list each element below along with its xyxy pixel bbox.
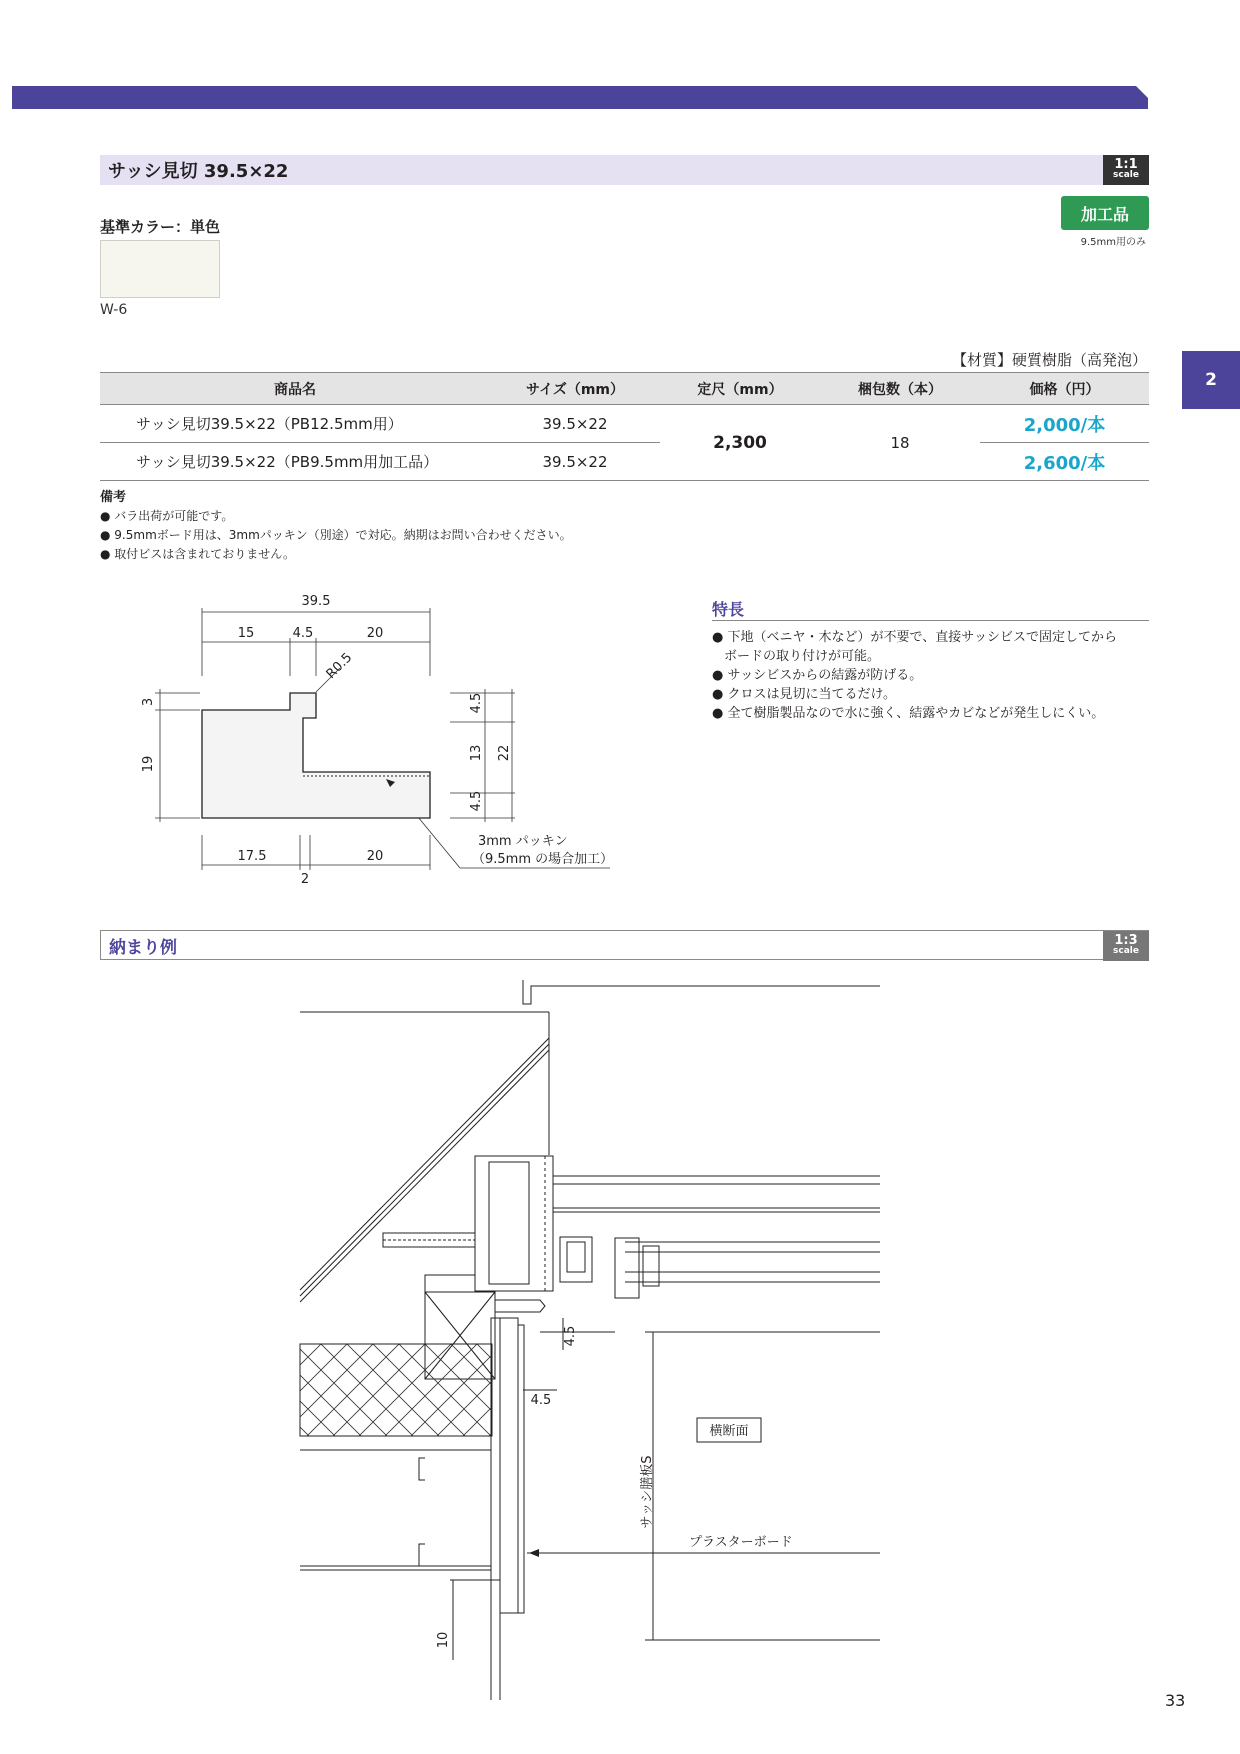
col-header-pack: 梱包数（本）	[820, 373, 980, 405]
dim-label: 20	[366, 626, 384, 641]
dim-label: 22	[497, 744, 512, 762]
sash-trim	[518, 1325, 524, 1613]
features-divider	[712, 620, 1149, 621]
remarks	[100, 488, 572, 564]
dim-label: 20	[366, 849, 384, 864]
color-label: 基準カラー：単色	[100, 218, 221, 236]
dim-label: 4.5	[469, 790, 484, 812]
dim-label: 4.5	[530, 1393, 552, 1408]
dim-label: 13	[469, 744, 484, 762]
cell-name: サッシ見切39.5×22（PB9.5mm用加工品）	[100, 443, 490, 481]
arrow-head	[529, 1549, 539, 1557]
remark-item: ● 取付ビスは含まれておりません。	[100, 547, 296, 561]
dim-label: 4.5	[292, 626, 314, 641]
profile-shape	[202, 693, 430, 818]
install-drawing	[295, 980, 895, 1700]
features-list	[712, 628, 1117, 723]
frame-line	[523, 980, 880, 1004]
vertical-label: サッシ膳板S	[640, 1455, 655, 1529]
feature-item: ● 全て樹脂製品なので水に強く、結露やカビなどが発生しにくい。	[712, 706, 1105, 721]
cell-name: サッシ見切39.5×22（PB12.5mm用）	[100, 405, 490, 443]
slope-line	[300, 1044, 549, 1296]
slope-line	[300, 1050, 549, 1302]
frame-block	[475, 1156, 553, 1291]
col-header-name: 商品名	[100, 373, 490, 405]
sash-profile	[615, 1238, 639, 1298]
scale-ratio: 1:3	[1114, 933, 1138, 948]
spec-table	[100, 372, 1149, 481]
cell-price: 2,600/本	[980, 443, 1149, 481]
scale-ratio: 1:1	[1114, 157, 1138, 172]
table-row	[100, 405, 1149, 443]
dim-label: 19	[141, 755, 156, 773]
screw	[495, 1300, 545, 1312]
table-header-row	[100, 373, 1149, 405]
remark-item: ● 9.5mmボード用は、3mmパッキン（別途）で対応。納期はお問い合わせください。	[100, 528, 572, 542]
material-note: 【材質】硬質樹脂（高発泡）	[951, 351, 1147, 369]
features-title: 特長	[712, 600, 745, 619]
feature-item: ● サッシビスからの結露が防げる。	[712, 668, 923, 683]
scale-indicator	[1103, 931, 1149, 961]
sash-profile	[560, 1237, 592, 1282]
board-label: プラスターボード	[689, 1535, 793, 1550]
scale-word: scale	[1113, 170, 1139, 180]
remarks-heading: 備考	[100, 490, 127, 505]
remark-item: ● バラ出荷が可能です。	[100, 509, 234, 523]
table-row	[100, 443, 1149, 481]
install-section-header	[100, 930, 1149, 960]
dim-label: 4.5	[469, 692, 484, 714]
dim-label: 17.5	[237, 849, 267, 864]
product-title: サッシ見切 39.5×22	[108, 161, 289, 182]
sill-cap	[425, 1275, 475, 1292]
feature-item: ● クロスは見切に当てるだけ。	[712, 687, 896, 702]
scale-word: scale	[1113, 946, 1139, 956]
frame-inner	[489, 1162, 529, 1284]
col-header-price: 価格（円）	[980, 373, 1149, 405]
feature-item: ● 下地（ベニヤ・木など）が不要で、直接サッシビスで固定してから ボードの取り付けが可能。	[712, 630, 1117, 664]
c-stud	[419, 1458, 425, 1480]
color-swatch	[100, 240, 220, 298]
packing-label: （9.5mm の場合加工）	[472, 852, 614, 867]
cell-length: 2,300	[660, 405, 820, 481]
processed-badge: 加工品	[1061, 196, 1149, 230]
c-stud	[419, 1544, 425, 1566]
profile-drawing	[120, 590, 640, 900]
chapter-tab[interactable]: 2	[1182, 351, 1240, 409]
cell-price: 2,000/本	[980, 405, 1149, 443]
packing-label: 3mm パッキン	[478, 834, 568, 849]
dim-label: 39.5	[301, 594, 331, 609]
col-header-length: 定尺（mm）	[660, 373, 820, 405]
dim-label: 10	[436, 1631, 451, 1649]
insulation-hatch	[300, 1344, 492, 1436]
cell-size: 39.5×22	[490, 443, 660, 481]
dim-label: R0.5	[323, 650, 356, 682]
plaster-board	[500, 1318, 518, 1613]
page-number: 33	[1165, 1691, 1186, 1710]
color-code: W-6	[100, 302, 128, 318]
product-section-header	[100, 155, 1149, 185]
sash-profile	[567, 1242, 585, 1272]
slope-line	[300, 1038, 549, 1290]
cell-pack: 18	[820, 405, 980, 481]
scale-indicator	[1103, 155, 1149, 185]
dim-label: 4.5	[563, 1325, 578, 1347]
top-color-bar	[12, 86, 1148, 109]
badge-note: 9.5mm用のみ	[1080, 237, 1146, 248]
install-title: 納まり例	[109, 937, 177, 958]
dim-label: 15	[237, 626, 255, 641]
section-label: 横断面	[709, 1424, 749, 1439]
dim-label: 3	[141, 697, 156, 707]
cell-size: 39.5×22	[490, 405, 660, 443]
dim-label: 2	[300, 872, 310, 887]
col-header-size: サイズ（mm）	[490, 373, 660, 405]
